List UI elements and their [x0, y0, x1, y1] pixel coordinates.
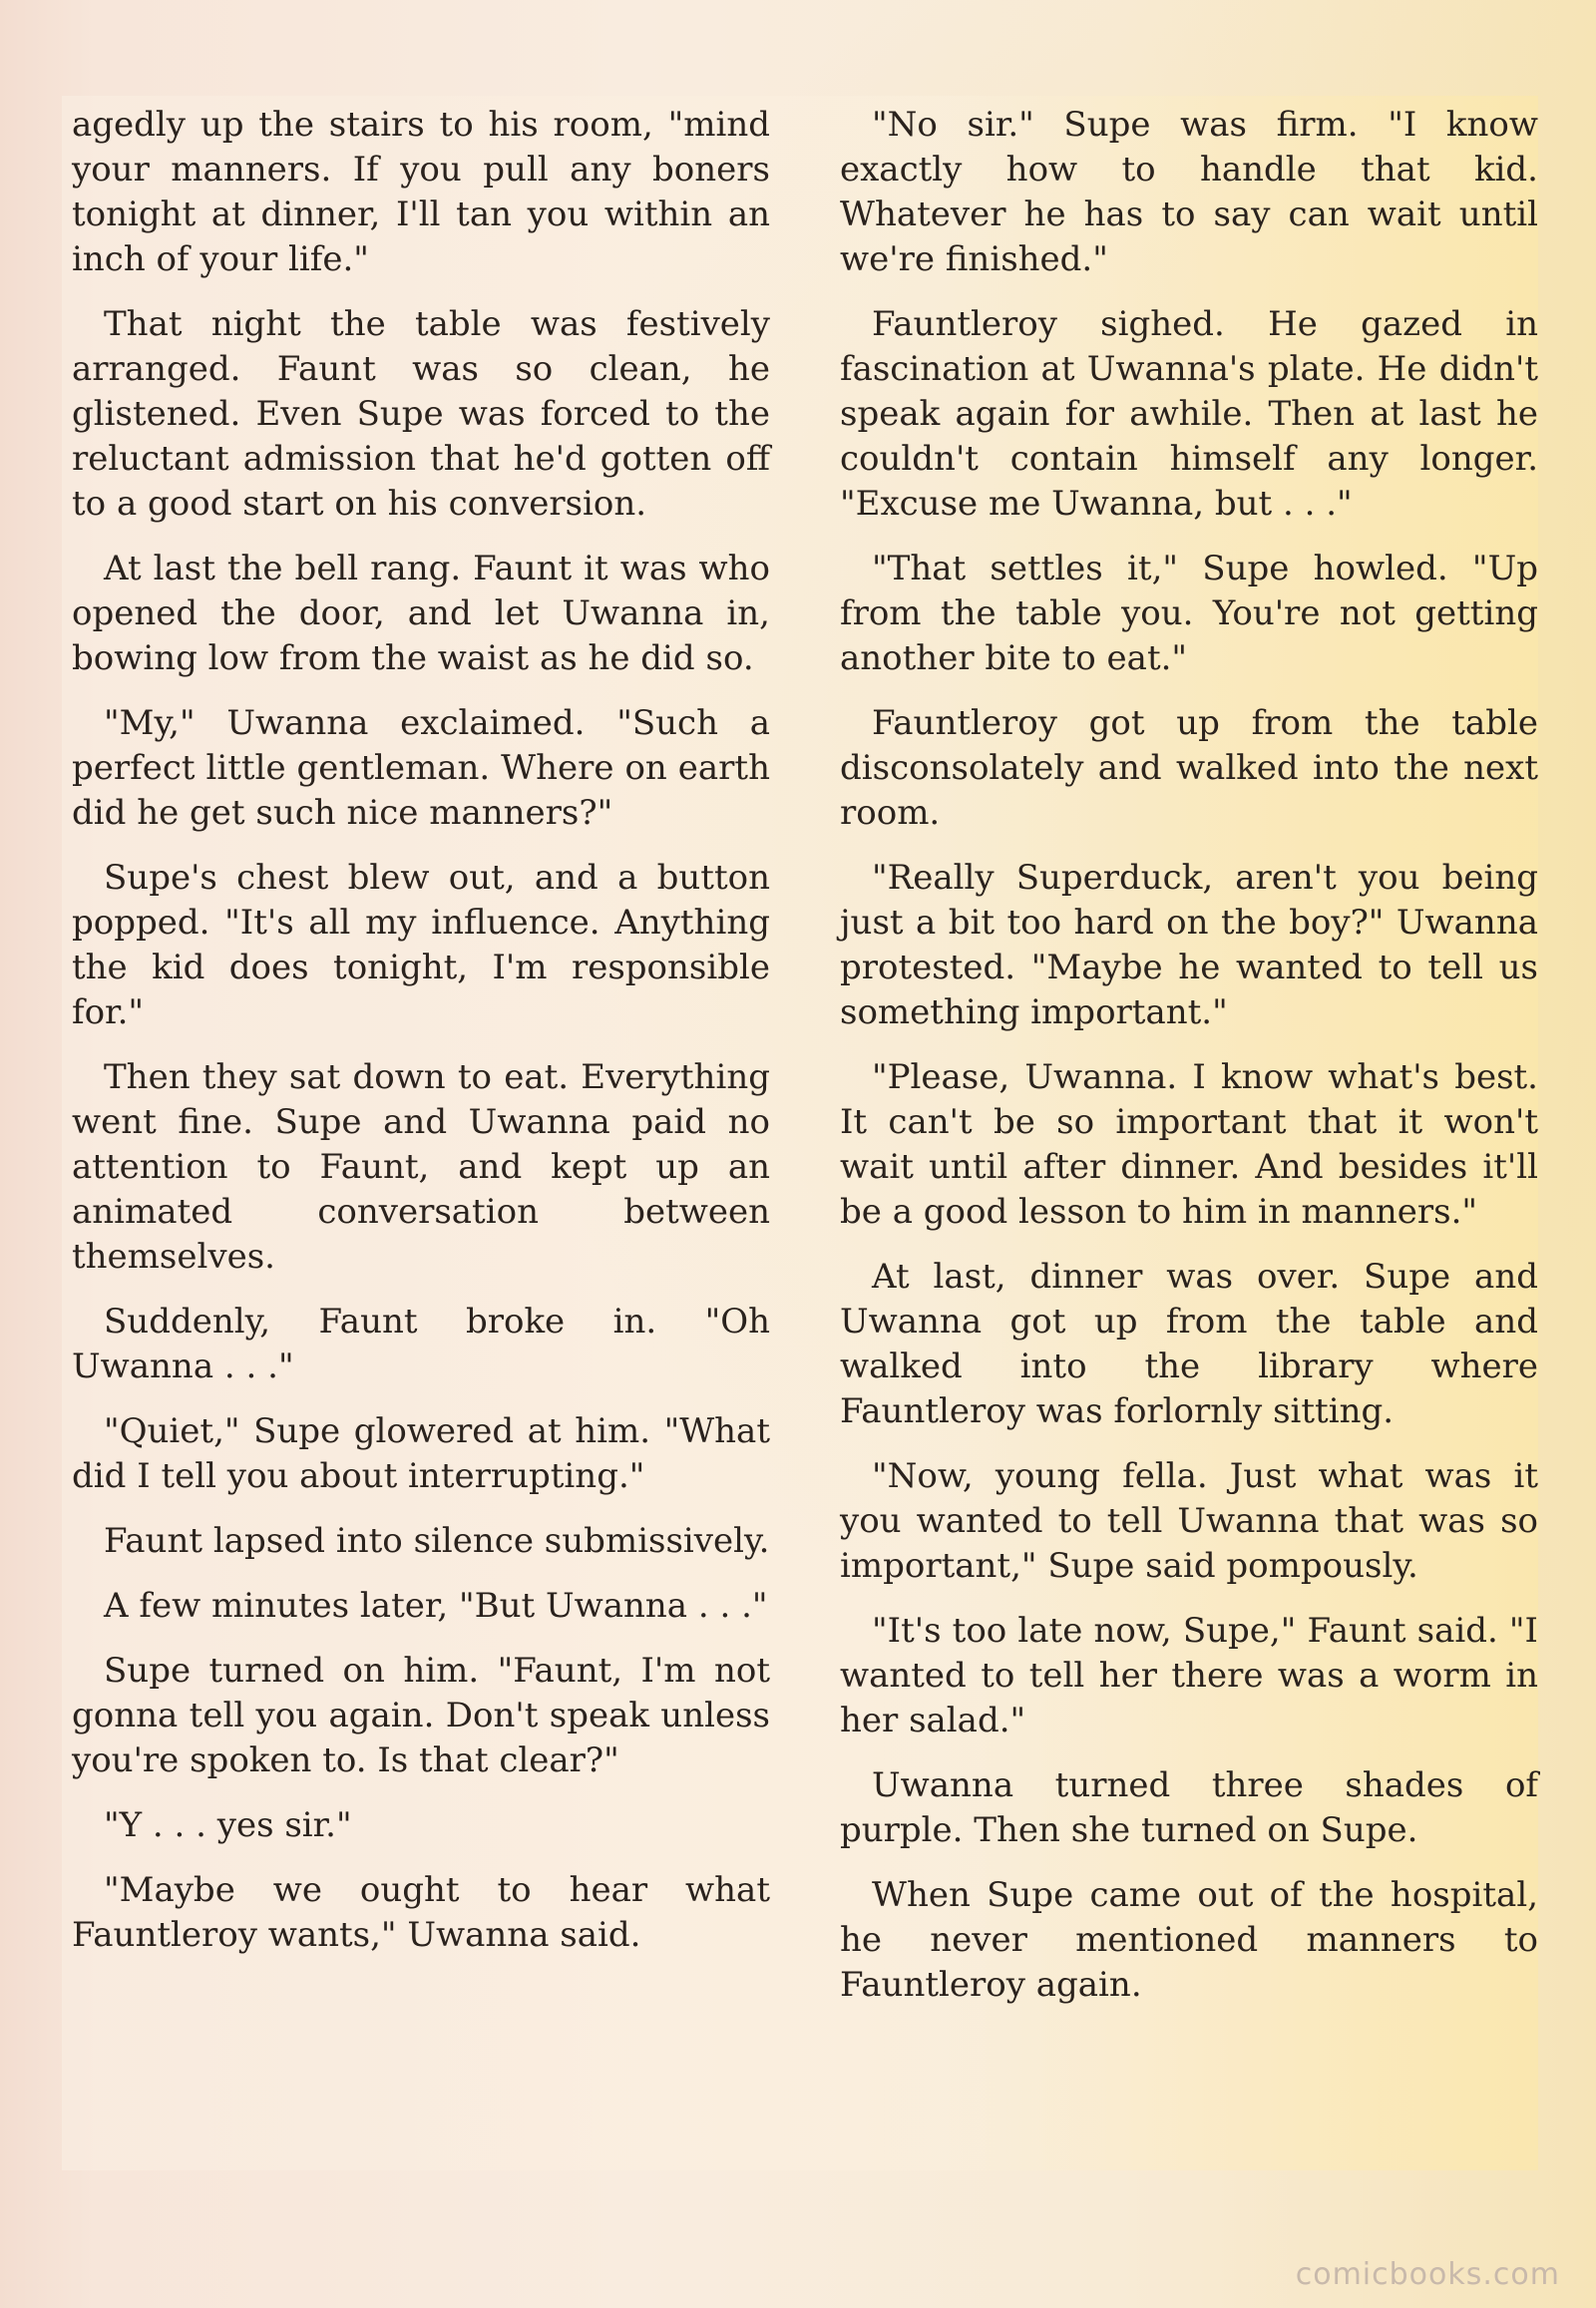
- paragraph: "Please, Uwanna. I know what's best. It can't be so important that it won't wait until after dinner. And besides it'll be a good lesson to him in manners.": [840, 1057, 1538, 1232]
- paragraph: Supe turned on him. "Faunt, I'm not gonna tell you again. Don't speak unless you're spoken to. Is that clear?": [72, 1651, 770, 1780]
- paragraph: "No sir." Supe was firm. "I know exactly how to handle that kid. Whatever he has to say can wait until we're finished.": [840, 105, 1538, 279]
- paragraph: Uwanna turned three shades of purple. Then she turned on Supe.: [840, 1765, 1538, 1850]
- paragraph: "It's too late now, Supe," Faunt said. "I wanted to tell her there was a worm in her salad.": [840, 1611, 1538, 1740]
- right-column: [840, 103, 1538, 2028]
- paragraph: At last the bell rang. Faunt it was who opened the door, and let Uwanna in, bowing low from the waist as he did so.: [72, 549, 770, 678]
- paragraph: Supe's chest blew out, and a button popped. "It's all my influence. Anything the kid does tonight, I'm responsible for.": [72, 858, 770, 1032]
- paragraph: When Supe came out of the hospital, he never mentioned manners to Fauntleroy again.: [840, 1875, 1538, 2005]
- paragraph: Then they sat down to eat. Everything went fine. Supe and Uwanna paid no attention to Faunt, and kept up an animated conversation between themselves.: [72, 1057, 770, 1277]
- source-watermark: comicbooks.com: [1295, 2257, 1560, 2292]
- paragraph: At last, dinner was over. Supe and Uwanna got up from the table and walked into the library where Fauntleroy was forlornly sitting.: [840, 1257, 1538, 1431]
- paragraph: That night the table was festively arranged. Faunt was so clean, he glistened. Even Supe was forced to the reluctant admission that he'd gotten off to a good start on his conversion.: [72, 304, 770, 524]
- paragraph: A few minutes later, "But Uwanna . . .": [104, 1586, 768, 1626]
- left-column: [72, 103, 770, 1978]
- paragraph: "Really Superduck, aren't you being just a bit too hard on the boy?" Uwanna protested. "Maybe he wanted to tell us something important.": [840, 858, 1538, 1032]
- paragraph: "Now, young fella. Just what was it you wanted to tell Uwanna that was so important," Supe said pompously.: [840, 1456, 1538, 1586]
- paragraph: Suddenly, Faunt broke in. "Oh Uwanna . . .": [72, 1302, 770, 1386]
- paragraph: agedly up the stairs to his room, "mind your manners. If you pull any boners tonight at dinner, I'll tan you within an inch of your life.": [72, 105, 770, 279]
- paragraph: Fauntleroy sighed. He gazed in fascination at Uwanna's plate. He didn't speak again for awhile. Then at last he couldn't contain himself any longer. "Excuse me Uwanna, but . . .": [840, 304, 1538, 524]
- paragraph: "Y . . . yes sir.": [104, 1805, 352, 1845]
- paragraph: "Quiet," Supe glowered at him. "What did I tell you about interrupting.": [72, 1411, 770, 1496]
- paragraph: Faunt lapsed into silence submissively.: [104, 1521, 770, 1561]
- paragraph: "Maybe we ought to hear what Fauntleroy wants," Uwanna said.: [72, 1870, 770, 1955]
- paragraph: "That settles it," Supe howled. "Up from the table you. You're not getting another bite to eat.": [840, 549, 1538, 678]
- paragraph: Fauntleroy got up from the table disconsolately and walked into the next room.: [840, 703, 1538, 833]
- paragraph: "My," Uwanna exclaimed. "Such a perfect little gentleman. Where on earth did he get such nice manners?": [72, 703, 770, 833]
